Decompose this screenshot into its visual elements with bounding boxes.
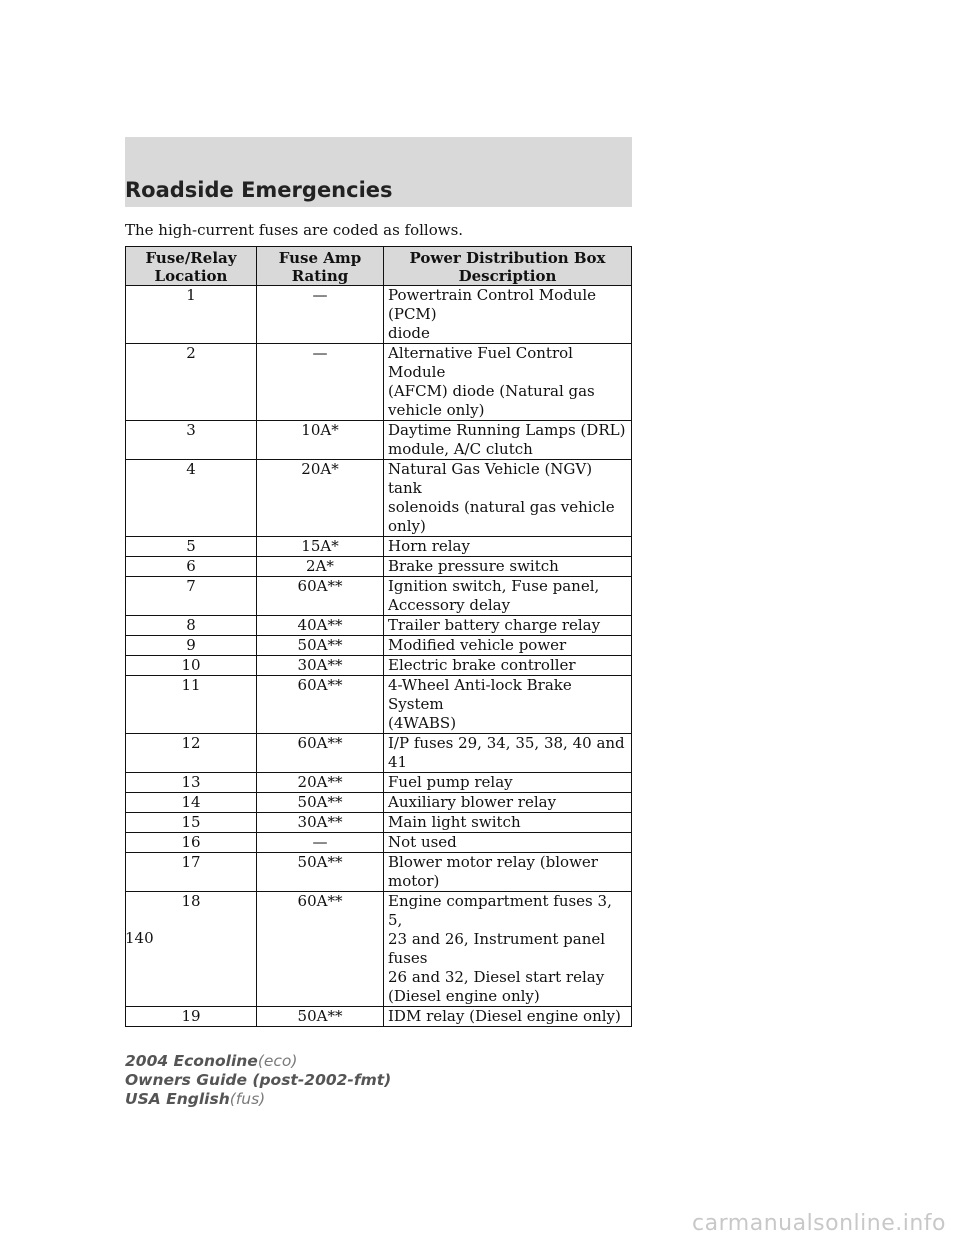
table-row [126,616,632,636]
cell-rating: 10A* [257,421,384,460]
cell-description [384,286,632,344]
cell-rating: 15A* [257,537,384,557]
cell-rating: — [257,833,384,853]
description-line: Alternative Fuel Control Module [388,344,573,381]
table-row [126,793,632,813]
table-header-row [126,247,632,286]
description-line: Modified vehicle power [388,636,567,654]
intro-text: The high-current fuses are coded as follows. [125,221,464,239]
description-line: Blower motor relay (blower [388,853,598,871]
description-line: solenoids (natural gas vehicle [388,498,615,516]
cell-location: 7 [126,577,257,616]
cell-description [384,537,632,557]
fuse-table [125,246,632,1027]
cell-rating: 60A** [257,676,384,734]
description-line: Auxiliary blower relay [388,793,557,811]
description-line: module, A/C clutch [388,440,533,458]
cell-rating: 50A** [257,853,384,892]
description-line: diode [388,324,430,342]
cell-description [384,1007,632,1027]
table-row [126,853,632,892]
cell-description [384,636,632,656]
cell-location: 5 [126,537,257,557]
cell-rating: 60A** [257,892,384,1007]
page-number: 140 [125,929,154,947]
cell-location: 14 [126,793,257,813]
cell-description [384,853,632,892]
cell-description [384,557,632,577]
footer-line-1: 2004 Econoline(eco) [125,1052,298,1070]
cell-description [384,892,632,1007]
cell-location: 4 [126,460,257,537]
table-row [126,537,632,557]
table-row [126,833,632,853]
description-line: Horn relay [388,537,470,555]
fuse-table-body [126,286,632,1027]
description-line: Ignition switch, Fuse panel, [388,577,600,595]
header-location: Fuse/Relay Location [126,247,257,286]
section-title: Roadside Emergencies [125,178,393,202]
description-line: Engine compartment fuses 3, 5, [388,892,612,929]
cell-location: 2 [126,344,257,421]
description-line: (AFCM) diode (Natural gas [388,382,595,400]
watermark: carmanualsonline.info [692,1211,946,1236]
description-line: Brake pressure switch [388,557,559,575]
cell-location: 9 [126,636,257,656]
header-description: Power Distribution Box Description [384,247,632,286]
table-row [126,1007,632,1027]
cell-rating: 40A** [257,616,384,636]
cell-location: 12 [126,734,257,773]
description-line: Electric brake controller [388,656,576,674]
description-line: 23 and 26, Instrument panel fuses [388,930,606,967]
description-line: 4-Wheel Anti-lock Brake System [388,676,572,713]
cell-location: 10 [126,656,257,676]
cell-description [384,813,632,833]
cell-location: 1 [126,286,257,344]
cell-description [384,616,632,636]
cell-description [384,344,632,421]
cell-rating: 50A** [257,1007,384,1027]
cell-description [384,833,632,853]
description-line: (Diesel engine only) [388,987,540,1005]
cell-description [384,656,632,676]
cell-rating: 30A** [257,656,384,676]
cell-description [384,773,632,793]
table-row [126,656,632,676]
description-line: (4WABS) [388,714,457,732]
description-line: only) [388,517,426,535]
cell-location: 8 [126,616,257,636]
table-row [126,577,632,616]
cell-description [384,734,632,773]
table-row [126,557,632,577]
cell-description [384,460,632,537]
cell-location: 15 [126,813,257,833]
cell-rating: — [257,344,384,421]
cell-rating: 30A** [257,813,384,833]
cell-location: 17 [126,853,257,892]
description-line: IDM relay (Diesel engine only) [388,1007,621,1025]
cell-location: 11 [126,676,257,734]
cell-rating: 60A** [257,577,384,616]
description-line: Main light switch [388,813,521,831]
cell-location: 3 [126,421,257,460]
cell-rating: 50A** [257,793,384,813]
cell-rating: 50A** [257,636,384,656]
table-row [126,286,632,344]
description-line: Daytime Running Lamps (DRL) [388,421,626,439]
description-line: Powertrain Control Module (PCM) [388,286,597,323]
cell-description [384,793,632,813]
cell-rating: 20A** [257,773,384,793]
cell-location: 19 [126,1007,257,1027]
document-footer [125,1052,391,1109]
description-line: Natural Gas Vehicle (NGV) tank [388,460,593,497]
table-row [126,892,632,1007]
header-rating: Fuse Amp Rating [257,247,384,286]
cell-description [384,421,632,460]
cell-rating: 60A** [257,734,384,773]
cell-location: 16 [126,833,257,853]
table-row [126,460,632,537]
footer-line-3: USA English(fus) [125,1090,266,1108]
description-line: Not used [388,833,457,851]
description-line: Accessory delay [388,596,511,614]
table-row [126,344,632,421]
description-line: vehicle only) [388,401,485,419]
description-line: Trailer battery charge relay [388,616,601,634]
cell-description [384,676,632,734]
description-line: I/P fuses 29, 34, 35, 38, 40 and 41 [388,734,625,771]
table-row [126,421,632,460]
description-line: Fuel pump relay [388,773,513,791]
table-row [126,734,632,773]
footer-line-2: Owners Guide (post-2002-fmt) [125,1071,392,1089]
description-line: motor) [388,872,440,890]
table-row [126,773,632,793]
table-row [126,813,632,833]
table-row [126,676,632,734]
cell-location: 6 [126,557,257,577]
cell-rating: 2A* [257,557,384,577]
cell-description [384,577,632,616]
cell-rating: 20A* [257,460,384,537]
cell-rating: — [257,286,384,344]
description-line: 26 and 32, Diesel start relay [388,968,605,986]
cell-location: 13 [126,773,257,793]
cell-location: 18 [126,892,257,1007]
table-row [126,636,632,656]
